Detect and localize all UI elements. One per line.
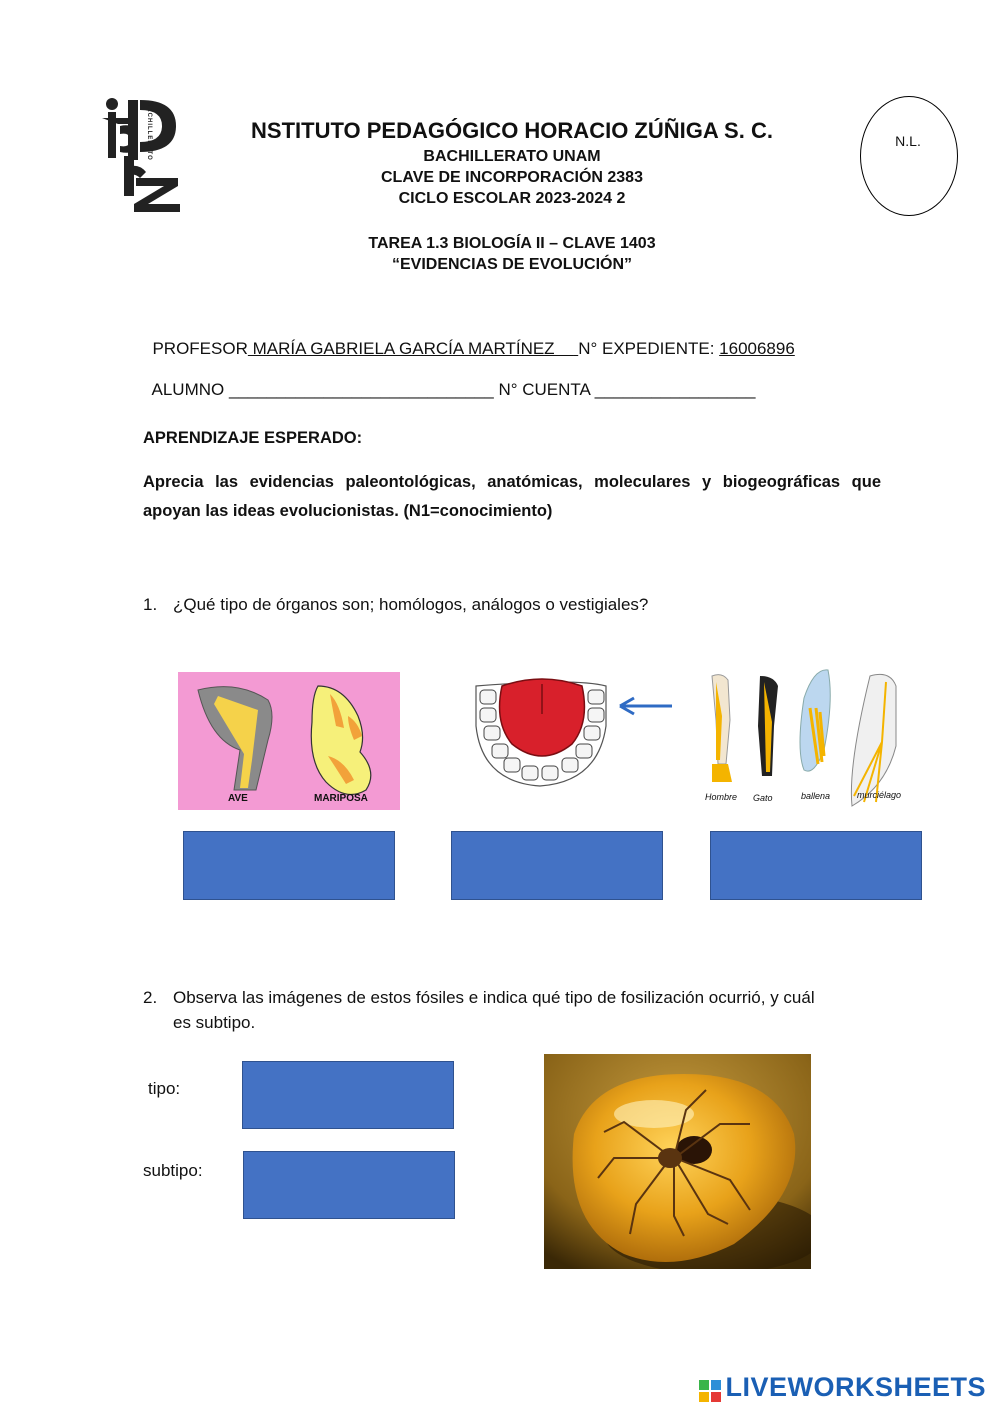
label-hombre: Hombre [705,792,738,802]
institute-name: NSTITUTO PEDAGÓGICO HORACIO ZÚÑIGA S. C. [251,118,773,143]
tipo-label: tipo: [148,1079,181,1098]
amber-fossil-image [544,1054,811,1269]
cuenta-input[interactable]: _________________ [594,380,756,399]
liveworksheets-logo [699,1372,986,1403]
clave-incorporacion: CLAVE DE INCORPORACIÓN 2383 [381,169,643,186]
q2-text-line1: Observa las imágenes de estos fósiles e indica qué tipo de fosilización ocurrió, y cuál [173,988,815,1007]
q1-answer-box-1[interactable] [183,831,395,900]
tipo-answer-box[interactable] [242,1061,454,1129]
profesor-line [143,319,795,359]
tongue-teeth-image [470,670,682,788]
cuenta-label: N° CUENTA [498,380,590,399]
wings-image [178,672,400,810]
alumno-line [143,360,755,400]
expediente-label: N° EXPEDIENTE: [578,339,715,358]
label-ballena: ballena [801,791,831,801]
q1-answer-box-3[interactable] [710,831,922,900]
label-gato: Gato [753,793,773,803]
nl-label: N.L. [895,133,921,149]
limbs-image [700,668,922,808]
label-mariposa: MARIPOSA [314,793,368,804]
alumno-input[interactable]: ____________________________ [228,380,494,399]
expediente-value: 16006896 [719,339,795,358]
program-name: BACHILLERATO UNAM [423,148,601,165]
tarea-title: TAREA 1.3 BIOLOGÍA II – CLAVE 1403 [368,235,656,252]
profesor-label: PROFESOR [152,339,248,358]
logo-side-text: BACHILLERATO [146,102,152,161]
q1-text: ¿Qué tipo de órganos son; homólogos, análogos o vestigiales? [173,595,649,614]
q1-number: 1. [143,595,158,614]
alumno-label: ALUMNO [151,380,225,399]
aprendizaje-heading: APRENDIZAJE ESPERADO: [143,429,363,447]
q2-text-line2: es subtipo. [173,1013,256,1032]
aprendizaje-line1: Aprecia las evidencias paleontológicas, anatómicas, moleculares y biogeográficas que [143,473,881,491]
ciclo-escolar: CICLO ESCOLAR 2023-2024 2 [398,190,626,207]
nl-circle[interactable] [860,96,958,216]
profesor-value: MARÍA GABRIELA GARCÍA MARTÍNEZ [247,339,574,358]
q2-number: 2. [143,988,158,1007]
liveworksheets-brand: LIVEWORKSHEETS [725,1372,986,1402]
q1-answer-box-2[interactable] [451,831,663,900]
subtipo-label: subtipo: [143,1161,203,1180]
assignment-title: “EVIDENCIAS DE EVOLUCIÓN” [391,256,633,273]
liveworksheets-icon [699,1378,721,1400]
label-ave: AVE [228,793,248,804]
aprendizaje-line2: apoyan las ideas evolucionistas. (N1=conocimiento) [143,502,553,520]
label-murcielago: murciélago [857,790,902,800]
subtipo-answer-box[interactable] [243,1151,455,1219]
